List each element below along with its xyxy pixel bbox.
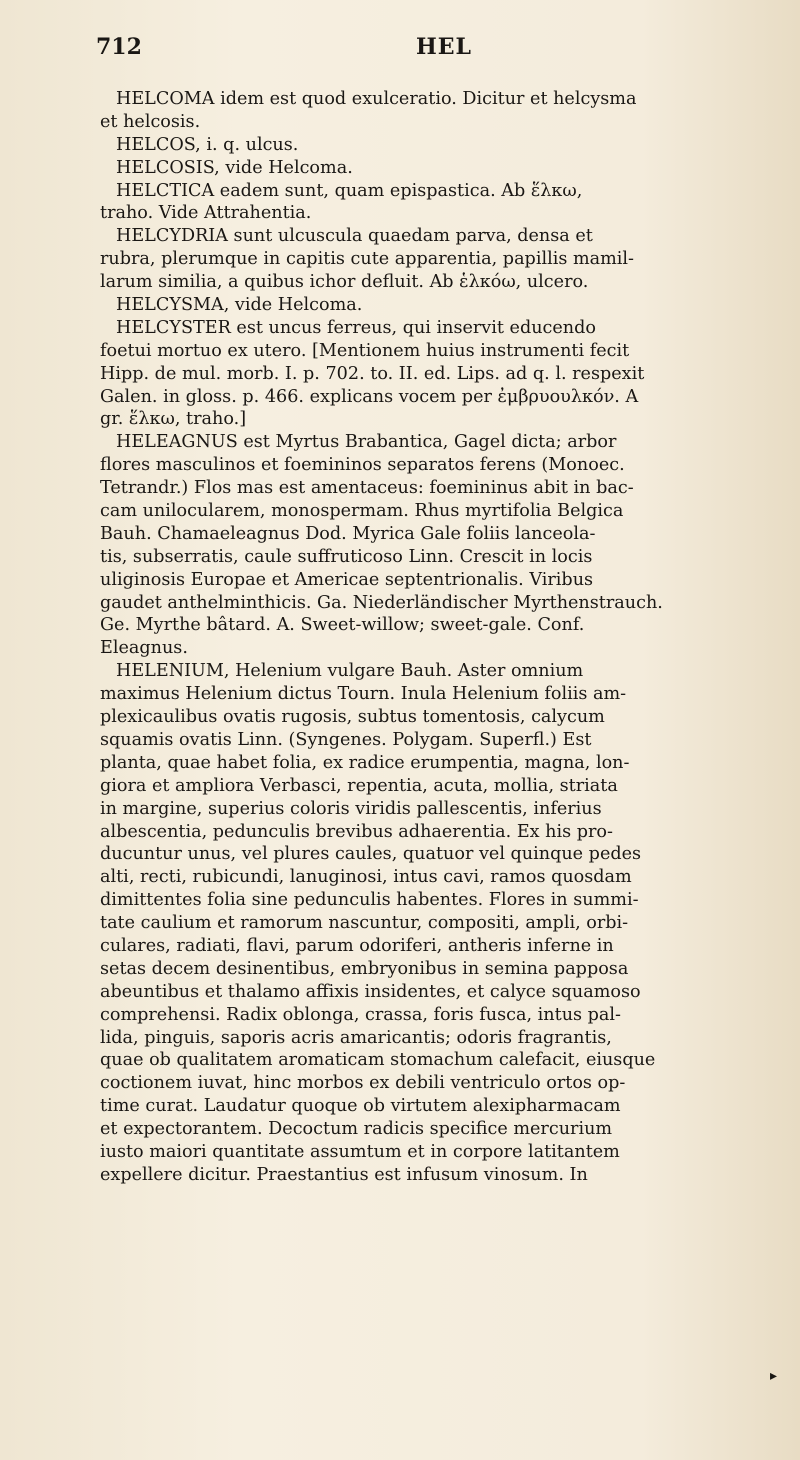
text-line: Ge. Myrthe bâtard. A. Sweet-willow; sweet-gale. Conf. [100, 615, 585, 636]
text-line: tis, subserratis, caule suffruticoso Linn. Crescit in locis [100, 546, 593, 567]
text-line: Bauh. Chamaeleagnus Dod. Myrica Gale foliis lanceola- [100, 523, 596, 544]
text-line: cam unilocularem, monospermam. Rhus myrtifolia Belgica [100, 501, 624, 522]
text-line: uliginosis Europae et Americae septentrionalis. Viribus [100, 569, 594, 590]
text-line: ducuntur unus, vel plures caules, quatuor vel quinque pedes [100, 844, 642, 865]
text-line: maximus Helenium dictus Tourn. Inula Helenium foliis am- [100, 684, 627, 705]
text-line: traho. Vide Attrahentia. [100, 203, 312, 224]
text-line: giora et ampliora Verbasci, repentia, acuta, mollia, striata [100, 775, 618, 796]
text-line: expellere dicitur. Praestantius est infusum vinosum. In [100, 1164, 588, 1185]
text-line: plexicaulibus ovatis rugosis, subtus tomentosis, calycum [100, 707, 605, 728]
text-line: lida, pinguis, saporis acris amaricantis; odoris fragrantis, [100, 1027, 612, 1048]
text-line: gaudet anthelminthicis. Ga. Niederländischer Myrthenstrauch. [100, 592, 663, 613]
text-line: HELCYSTER est uncus ferreus, qui inservit educendo [116, 317, 596, 338]
text-line: HELCOS, i. q. ulcus. [116, 134, 299, 155]
text-line: et helcosis. [100, 111, 201, 132]
page-number: 712 [96, 34, 142, 60]
text-line: foetui mortuo ex utero. [Mentionem huius instrumenti fecit [100, 340, 630, 361]
text-line: alti, recti, rubicundi, lanuginosi, intus cavi, ramos quosdam [100, 867, 632, 888]
text-line: setas decem desinentibus, embryonibus in semina papposa [100, 958, 629, 979]
text-line: HELCYSMA, vide Helcoma. [116, 295, 363, 316]
text-line: planta, quae habet folia, ex radice erumpentia, magna, lon- [100, 752, 630, 773]
text-line: quae ob qualitatem aromaticam stomachum calefacit, eiusque [100, 1050, 656, 1071]
text-line: Eleagnus. [100, 638, 188, 659]
text-line: squamis ovatis Linn. (Syngenes. Polygam. Superfl.) Est [100, 729, 592, 750]
text-line: culares, radiati, flavi, parum odoriferi, antheris inferne in [100, 935, 614, 956]
text-line: albescentia, pedunculis brevibus adhaerentia. Ex his pro- [100, 821, 613, 842]
text-line: HELENIUM, Helenium vulgare Bauh. Aster omnium [116, 661, 584, 682]
text-line: iusto maiori quantitate assumtum et in corpore latitantem [100, 1141, 620, 1162]
text-line: Galen. in gloss. p. 466. explicans vocem per ἐμβρυουλκόν. A [100, 386, 639, 407]
text-line: HELCOSIS, vide Helcoma. [116, 157, 353, 178]
text-line: gr. ἕλκω, traho.] [100, 409, 247, 430]
text-line: HELCOMA idem est quod exulceratio. Dicitur et helcysma [116, 89, 637, 109]
body-text [100, 88, 720, 1187]
text-line: flores masculinos et foemininos separatos ferens (Monoec. [100, 455, 625, 476]
text-line: HELEAGNUS est Myrtus Brabantica, Gagel dicta; arbor [116, 432, 617, 453]
text-line: comprehensi. Radix oblonga, crassa, foris fusca, intus pal- [100, 1004, 621, 1025]
running-head: HEL [416, 34, 473, 60]
text-line: tate caulium et ramorum nascuntur, compositi, ampli, orbi- [100, 913, 629, 934]
text-line: Hipp. de mul. morb. I. p. 702. to. II. ed. Lips. ad q. l. respexit [100, 363, 645, 384]
text-line: Tetrandr.) Flos mas est amentaceus: foemininus abit in bac- [100, 478, 634, 499]
page-header [96, 34, 760, 74]
text-line: rubra, plerumque in capitis cute apparentia, papillis mamil- [100, 249, 634, 270]
text-line: HELCTICA eadem sunt, quam epispastica. Ab ἕλκω, [116, 180, 583, 201]
text-line: time curat. Laudatur quoque ob virtutem alexipharmacam [100, 1096, 621, 1117]
text-line: HELCYDRIA sunt ulcuscula quaedam parva, densa et [116, 226, 593, 247]
text-line: et expectorantem. Decoctum radicis specifice mercurium [100, 1119, 613, 1140]
catchword-mark: ▸ [770, 1368, 778, 1384]
text-line: coctionem iuvat, hinc morbos ex debili ventriculo ortos op- [100, 1073, 626, 1094]
text-line: larum similia, a quibus ichor defluit. Ab ἑλκόω, ulcero. [100, 272, 589, 293]
text-line: abeuntibus et thalamo affixis insidentes, et calyce squamoso [100, 981, 641, 1002]
text-line: dimittentes folia sine pedunculis habentes. Flores in summi- [100, 890, 639, 911]
text-line: in margine, superius coloris viridis pallescentis, inferius [100, 798, 602, 819]
